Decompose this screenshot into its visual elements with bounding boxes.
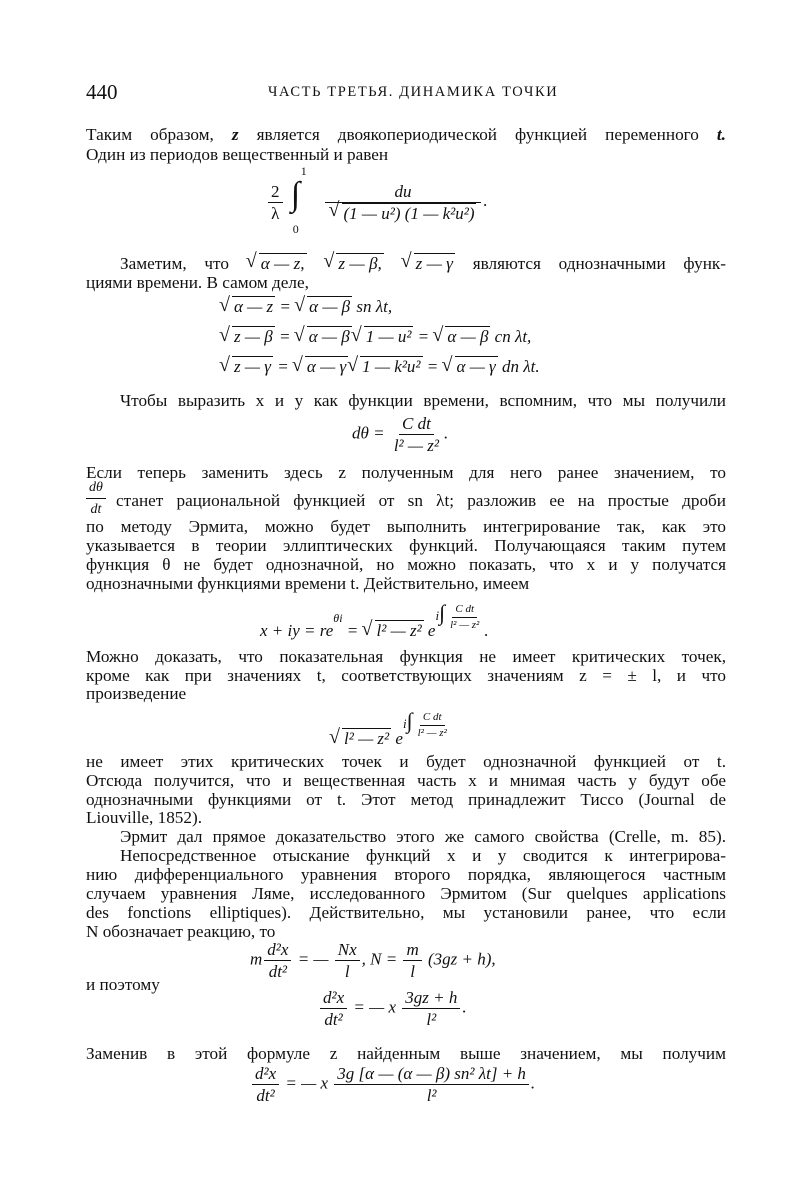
radicand: α — γ	[306, 357, 347, 376]
exp-i: i	[402, 716, 407, 731]
fraction	[447, 603, 482, 632]
para9-line1: и поэтому	[86, 975, 160, 994]
radical	[293, 357, 348, 377]
integral-sign	[289, 164, 319, 236]
sys-row1	[220, 297, 392, 317]
frac-den: l	[410, 962, 415, 981]
fraction	[335, 940, 360, 981]
frac-den: dt²	[268, 962, 288, 981]
exponent	[403, 708, 452, 740]
exp-base: e	[391, 729, 403, 748]
equation-x-dd-sn	[250, 1064, 535, 1105]
fraction	[415, 711, 450, 740]
coef-den: λ	[271, 203, 280, 223]
radicand: z — β,	[338, 254, 382, 273]
frac-den: dt²	[324, 1010, 343, 1029]
exp-base: e	[423, 621, 436, 640]
radicand: z — γ	[234, 357, 271, 376]
frac-num: C dt	[452, 603, 477, 618]
radicand: α — β	[447, 327, 489, 346]
integral-glyph: ∫	[290, 176, 301, 213]
radical	[295, 327, 352, 347]
fraction	[403, 940, 421, 981]
frac-num: 3gz + h	[402, 988, 460, 1009]
text-run: Заметим, что	[120, 254, 247, 273]
exp-i: i	[435, 608, 440, 623]
integral-upper: 1	[300, 164, 307, 178]
radical	[352, 327, 414, 347]
integral-glyph: ∫	[439, 600, 446, 625]
para5-line1: Можно доказать, что показательная функция не имеет критических точек,	[86, 647, 726, 666]
frac-num: d²x	[320, 988, 347, 1009]
frac-den: l²	[426, 1086, 437, 1105]
frac-den: l² — z²	[450, 618, 480, 631]
radicand: α — γ	[456, 357, 496, 376]
para5-line2: кроме как при значениях t, соответствующих значениям z = ± l, и что	[86, 666, 726, 685]
para8-line2: нию дифференциального уравнения второго порядка, являющегося частным	[86, 865, 726, 884]
eq-lhs: x + iy = re	[260, 621, 334, 640]
equation-dtheta	[352, 414, 448, 455]
text-run: является двоякопериодической функцией переменного	[238, 125, 717, 144]
text-run: (3gz + h),	[423, 949, 496, 969]
running-title: ЧАСТЬ ТРЕТЬЯ. ДИНАМИКА ТОЧКИ	[268, 84, 559, 100]
frac-den: l²	[426, 1010, 437, 1029]
para5-line3: произведение	[86, 684, 187, 703]
frac-num: C dt	[399, 414, 434, 435]
para6-line2: Отсюда получится, что и вещественная часть x и мнимая часть y будут обе	[86, 771, 726, 790]
frac-num: dθ	[86, 478, 106, 499]
frac-num: d²x	[264, 940, 291, 961]
exponent	[435, 600, 484, 632]
frac-den: l	[344, 962, 350, 981]
radical	[220, 297, 275, 317]
para4-line6: однозначными функциями времени t. Действительно, имеем	[86, 574, 530, 593]
para10-line1: Заменив в этой формуле z найденным выше значением, мы получим	[86, 1044, 726, 1063]
page-number: 440	[86, 80, 118, 104]
fraction	[252, 1064, 279, 1105]
text-run: являются однозначными функ-	[454, 254, 727, 273]
radicand: l² — z²	[376, 621, 422, 640]
para4-line4: указывается в теории эллиптических функций. Получающаяся таким путем	[86, 536, 726, 555]
frac-num: C dt	[420, 711, 445, 726]
equation-product	[330, 708, 452, 749]
punct: .	[462, 997, 467, 1017]
para3-line1: Чтобы выразить x и y как функции времени, вспомним, что мы получили	[120, 391, 726, 410]
text-run: dn λt.	[497, 357, 540, 376]
equals: = — x	[281, 1073, 333, 1093]
radical	[324, 253, 383, 275]
radical	[433, 327, 490, 347]
radical	[348, 357, 422, 377]
equals: =	[342, 621, 363, 640]
text-run: Таким образом,	[86, 125, 232, 144]
integral-glyph: ∫	[406, 708, 413, 733]
integrand-den	[327, 203, 480, 223]
fraction	[402, 988, 460, 1029]
text-run: sn λt,	[352, 297, 393, 316]
equation-period	[266, 164, 488, 236]
frac-den: l² — z²	[417, 726, 447, 739]
radicand: 1 — k²u²	[362, 357, 421, 376]
equals: = —	[293, 949, 333, 969]
radical	[220, 327, 275, 347]
fraction	[86, 478, 106, 519]
text-run: cn λt,	[490, 327, 532, 346]
coef-num: 2	[268, 182, 283, 203]
fraction	[391, 414, 442, 455]
para6-line1: не имеет этих критических точек и будет однозначной функцией от t.	[86, 752, 726, 771]
para1-line1	[86, 124, 726, 146]
punct: .	[443, 423, 449, 443]
radical	[443, 357, 498, 377]
radicand: l² — z²	[344, 729, 390, 748]
radical	[295, 297, 352, 317]
dtheta-dt-fraction	[84, 478, 108, 519]
integral-lower: 0	[292, 222, 299, 236]
radicand: z — β	[234, 327, 273, 346]
punct: .	[483, 190, 488, 210]
equation-motion	[250, 940, 496, 981]
separator: , N =	[361, 949, 402, 969]
var-z: z	[231, 125, 239, 144]
fraction	[264, 940, 291, 981]
para2-line2: циями времени. В самом деле,	[86, 273, 309, 292]
sys-row2: √ z — β = √ α — β√ 1 — u² = √ α — β cn λt,	[220, 327, 531, 347]
var-t: t.	[716, 125, 726, 144]
frac-num: Nx	[335, 940, 360, 961]
frac-num: m	[403, 940, 421, 961]
para4-line3: по методу Эрмита, можно будет выполнить интегрирование так, как это	[86, 517, 726, 536]
radicand: α — z,	[260, 254, 305, 273]
frac-den: dt²	[256, 1086, 275, 1105]
punct: .	[484, 621, 489, 640]
equals: = — x	[349, 997, 401, 1017]
frac-den: l² — z²	[393, 436, 439, 455]
radicand: α — z	[234, 297, 274, 316]
fraction	[320, 988, 347, 1029]
punct: .	[530, 1073, 536, 1093]
frac-num: 3g [α — (α — β) sn² λt] + h	[334, 1064, 529, 1085]
integrand-fraction	[325, 182, 481, 223]
radicand: z — γ	[415, 254, 453, 273]
radicand: α — β	[308, 327, 350, 346]
mass: m	[250, 949, 263, 969]
para1-line2: Один из периодов вещественный и равен	[86, 145, 389, 164]
radical	[220, 357, 273, 377]
para4-line2: станет рациональной функцией от sn λt; разложив ее на простые дроби	[116, 491, 726, 510]
para8-line1: Непосредственное отыскание функций x и y сводится к интегрирова-	[120, 846, 726, 865]
coef-fraction	[268, 182, 283, 223]
para8-line4: des fonctions elliptiques). Действительно, мы установили ранее, что если	[86, 903, 726, 922]
radicand: 1 — u²	[365, 327, 412, 346]
radicand: (1 — u²) (1 — k²u²)	[343, 203, 475, 223]
equation-x-iy	[260, 600, 489, 641]
equals: =	[275, 297, 296, 316]
para8-line3: случаем уравнения Ляме, исследованного Эрмитом (Sur quelques applications	[86, 884, 726, 903]
para6-line3: однозначными функциями от t. Этот метод принадлежит Тиссо (Journal de	[86, 790, 726, 809]
fraction	[334, 1064, 529, 1105]
para6-line4: Liouville, 1852).	[86, 808, 202, 827]
integrand-num: du	[325, 182, 481, 203]
exponent: θi	[333, 611, 343, 625]
radical	[402, 253, 455, 275]
frac-num: d²x	[252, 1064, 279, 1085]
para7-line1: Эрмит дал прямое доказательство этого же самого свойства (Crelle, m. 85).	[120, 827, 726, 846]
radical	[363, 621, 424, 641]
para4-line5: функция θ не будет однозначной, но можно показать, что x и y получатся	[86, 555, 726, 574]
para4-line1: Если теперь заменить здесь z полученным для него ранее значением, то	[86, 463, 726, 482]
radicand: α — β	[309, 297, 351, 316]
equation-x-dd	[318, 988, 467, 1029]
radical	[330, 729, 391, 749]
frac-den: dt	[90, 502, 102, 517]
radical	[330, 204, 477, 223]
sys-row3: √ z — γ = √ α — γ√ 1 — k²u² = √ α — γ dn λt.	[220, 357, 540, 377]
eq-lhs: dθ =	[352, 423, 389, 443]
para8-line5: N обозначает реакцию, то	[86, 922, 276, 941]
